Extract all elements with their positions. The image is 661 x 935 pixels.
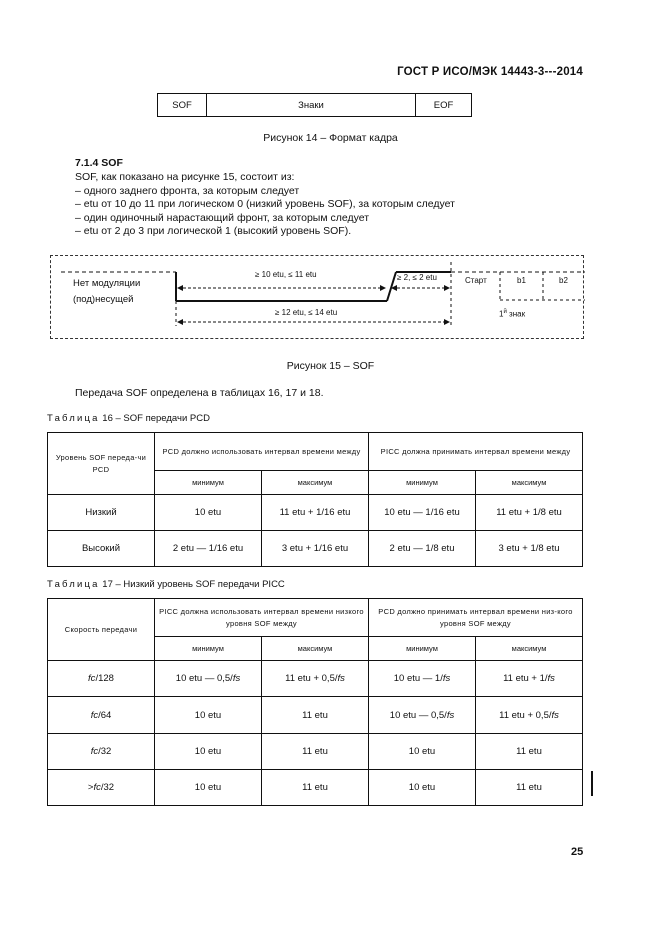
low-interval-label: ≥ 10 etu, ≤ 11 etu (255, 270, 317, 279)
table-row (48, 770, 583, 806)
table-16-pcd-header: PCD должно использовать интервал времени между (155, 433, 369, 471)
frame-eof-cell: EOF (416, 94, 472, 117)
table-cell: fc/32 (48, 734, 155, 770)
table-cell: fc/128 (48, 661, 155, 697)
table-cell: 11 etu + 0,5/fs (476, 697, 583, 734)
body-line: – etu от 10 до 11 при логическом 0 (низкий уровень SOF), за которым следует (75, 198, 455, 210)
table-cell: Высокий (48, 531, 155, 567)
first-char-label: $1^й$ знак (499, 309, 526, 319)
table-cell: 11 etu (476, 734, 583, 770)
subheader-min: минимум (369, 637, 476, 661)
table-cell: 10 etu (155, 734, 262, 770)
standard-code: ГОСТ Р ИСО/МЭК 14443-3---2014 (397, 66, 583, 78)
table-cell: 10 etu (155, 697, 262, 734)
table-row (48, 599, 583, 637)
table-cell: 11 etu + 1/fs (476, 661, 583, 697)
table-16 (47, 432, 583, 567)
table-cell: 10 etu — 0,5/fs (155, 661, 262, 697)
table-cell: 11 etu (262, 734, 369, 770)
table-cell: >fc/32 (48, 770, 155, 806)
start-label: Старт (465, 276, 487, 285)
table-17-title: Таблица 17 – Низкий уровень SOF передачи PICC (47, 579, 285, 590)
bit-b1-label: b1 (517, 276, 526, 285)
subheader-max: максимум (476, 637, 583, 661)
table-cell: 3 etu + 1/16 etu (262, 531, 369, 567)
table-cell: 10 etu (369, 734, 476, 770)
table-cell: 10 etu (369, 770, 476, 806)
table-cell: 11 etu + 1/8 etu (476, 495, 583, 531)
subheader-min: минимум (155, 637, 262, 661)
table-cell: 10 etu — 0,5/fs (369, 697, 476, 734)
subheader-max: максимум (262, 471, 369, 495)
table-cell: 11 etu + 1/16 etu (262, 495, 369, 531)
sof-diagram (50, 255, 584, 339)
table-cell: 10 etu — 1/fs (369, 661, 476, 697)
table-cell: 10 etu (155, 495, 262, 531)
table-cell: fc/64 (48, 697, 155, 734)
body-line: – один одиночный нарастающий фронт, за которым следует (75, 211, 370, 224)
table-row (48, 531, 583, 567)
high-interval-label: ≥ 2, ≤ 2 etu (397, 273, 437, 282)
frame-chars-cell: Знаки (207, 94, 416, 117)
table-cell: 2 etu — 1/8 etu (369, 531, 476, 567)
table-row (48, 433, 583, 471)
bit-b2-label: b2 (559, 276, 568, 285)
subheader-max: максимум (262, 637, 369, 661)
table-cell: Низкий (48, 495, 155, 531)
subheader-max: максимум (476, 471, 583, 495)
table-16-title: Таблица 16 – SOF передачи PCD (47, 413, 210, 424)
table-row (48, 734, 583, 770)
change-bar (591, 771, 593, 796)
figure-14-caption: Рисунок 14 – Формат кадра (263, 132, 398, 144)
table-cell: 2 etu — 1/16 etu (155, 531, 262, 567)
table-17-col-rate-header: Скорость передачи (48, 599, 155, 661)
table-row (48, 661, 583, 697)
body-line: – etu от 2 до 3 при логической 1 (высокий уровень SOF). (75, 225, 352, 237)
subheader-min: минимум (369, 471, 476, 495)
sof-note: Передача SOF определена в таблицах 16, 17 и 18. (75, 387, 324, 399)
table-cell: 11 etu (262, 770, 369, 806)
section-title: 7.1.4 SOF (75, 157, 123, 169)
table-16-picc-header: PICC должна принимать интервал времени между (369, 433, 583, 471)
page-number: 25 (571, 846, 584, 858)
table-row (48, 697, 583, 734)
subheader-min: минимум (155, 471, 262, 495)
frame-sof-cell: SOF (158, 94, 207, 117)
no-modulation-label: Нет модуляции (под)несущей (73, 278, 141, 305)
table-17 (47, 598, 583, 806)
body-line: – одного заднего фронта, за которым следует (75, 184, 300, 197)
figure-15-caption: Рисунок 15 – SOF (286, 360, 375, 372)
table-row (48, 495, 583, 531)
table-cell: 3 etu + 1/8 etu (476, 531, 583, 567)
body-line: SOF, как показано на рисунке 15, состоит из: (75, 171, 295, 183)
table-17-picc-header: PICC должна использовать интервал времени низкого уровня SOF между (155, 599, 369, 637)
table-cell: 10 etu — 1/16 etu (369, 495, 476, 531)
table-cell: 11 etu (262, 697, 369, 734)
table-17-pcd-header: PCD должно принимать интервал времени низ-кого уровня SOF между (369, 599, 583, 637)
frame-format-table (157, 93, 472, 117)
table-cell: 10 etu (155, 770, 262, 806)
table-cell: 11 etu + 0,5/fs (262, 661, 369, 697)
total-interval-label: ≥ 12 etu, ≤ 14 etu (275, 308, 338, 317)
section-body (75, 171, 455, 239)
table-cell: 11 etu (476, 770, 583, 806)
table-16-col-level-header: Уровень SOF переда-чи PCD (48, 433, 155, 495)
